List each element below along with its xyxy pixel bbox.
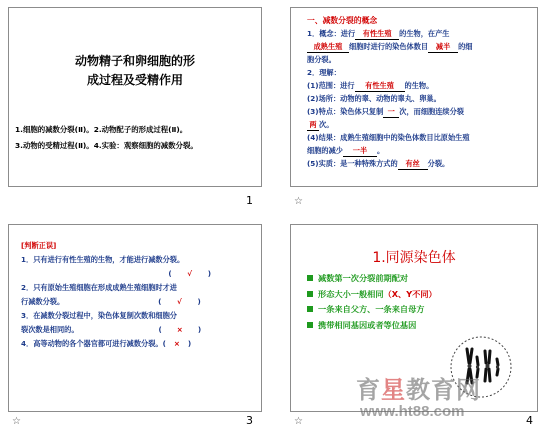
bullet-icon [307, 306, 313, 312]
check-icon: √ [187, 269, 193, 278]
bullet-icon [307, 322, 313, 328]
list-item: 减数第一次分裂前期配对 [307, 271, 535, 287]
slide-1-title [9, 52, 261, 90]
fill-blank: 减半 [428, 42, 458, 53]
slide-1-body-line1: 1.细胞的减数分裂(Ⅱ)。2.动物配子的形成过程(Ⅱ)。 [15, 125, 188, 134]
slide-4-title: 1.同源染色体 [372, 250, 456, 266]
fill-blank: 有丝 [398, 159, 428, 170]
cross-icon: × [176, 325, 183, 334]
question-1: 1．只有进行有性生殖的生物，才能进行减数分裂。 [21, 255, 185, 264]
fill-blank: 两 [307, 120, 319, 131]
bullet-icon [307, 275, 313, 281]
slide-1-body [15, 122, 257, 154]
slide-2-line-9: (4)结果：成熟生殖细胞中的染色体数目比原始生殖 [307, 133, 470, 142]
watermark-url: www.ht88.com [360, 403, 465, 420]
slide-2-line-6: (2)场所：动物的睾、动物的睾丸、卵巢。 [307, 94, 441, 103]
slide-2-line-3: 胞分裂。 [307, 55, 336, 64]
slide-2-line-5: (1)范围：进行 有性生殖 的生物。 [307, 81, 434, 90]
slide-4-number: 4 [526, 414, 533, 427]
question-4: 4．高等动物的各个器官都可进行减数分裂。( × ) [21, 337, 259, 351]
slide-2-heading: 一、减数分裂的概念 [307, 16, 378, 25]
star-icon: ☆ [294, 416, 303, 427]
slide-2-line-2: 成熟生殖 细胞时进行的染色体数目 减半 的细 [307, 40, 538, 53]
slide-1-body-line2: 3.动物的受精过程(Ⅱ)。4.实验：观察细胞的减数分裂。 [15, 141, 198, 150]
slide-2-line-8: 两 次。 [307, 118, 538, 131]
check-icon: √ [177, 297, 182, 306]
list-item: 携带相同基因或者等位基因 [307, 318, 535, 334]
fill-blank: 一半 [343, 146, 377, 157]
slide-1[interactable] [8, 7, 262, 187]
star-icon: ☆ [294, 196, 303, 207]
slide-2-line-11: (5)实质：是一种特殊方式的 有丝 分裂。 [307, 159, 450, 168]
fill-blank: 有性生殖 [355, 29, 399, 40]
slide-3-content [21, 239, 259, 351]
question-2: 2．只有原始生殖细胞在形成成熟生殖细胞时才进 [21, 283, 177, 292]
slide-3-heading: [判断正误] [21, 241, 57, 250]
slide-2-line-4: 2．理解： [307, 68, 341, 77]
watermark-name: 育星教育网 [356, 376, 481, 404]
slide-2-content [307, 14, 538, 170]
fill-blank: 成熟生殖 [307, 42, 349, 53]
site-watermark [356, 376, 542, 420]
question-3-cont: 裂次数是相同的。 ( × ) [21, 323, 259, 337]
question-1-answer: ( √ ) [21, 267, 259, 281]
slide-3-number: 3 [246, 414, 253, 427]
slide-1-number: 1 [246, 194, 253, 207]
fill-blank: 有性生殖 [355, 81, 405, 92]
slide-4-bullet-list [307, 271, 535, 333]
question-2-cont: 行减数分裂。 ( √ ) [21, 295, 259, 309]
list-item: 形态大小一般相同（X、Y不同） [307, 287, 535, 303]
slide-1-title-line2: 成过程及受精作用 [86, 73, 183, 87]
slide-2-line-7: (3)特点：染色体只复制 一 次，而细胞连续分裂 [307, 107, 464, 116]
list-item: 一条来自父方、一条来自母方 [307, 302, 535, 318]
slide-2-line-10: 细胞的减少 一半 。 [307, 146, 385, 155]
question-3: 3．在减数分裂过程中，染色体复制次数和细胞分 [21, 311, 177, 320]
slide-2[interactable] [290, 7, 538, 187]
star-icon: ☆ [12, 416, 21, 427]
slide-3[interactable] [8, 224, 262, 412]
slide-1-title-line1: 动物精子和卵细胞的形 [74, 54, 195, 68]
bullet-icon [307, 291, 313, 297]
fill-blank: 一 [383, 107, 399, 118]
cross-icon: × [173, 339, 180, 348]
slide-2-line-1: 1．概念：进行 有性生殖 的生物，在产生 [307, 29, 450, 38]
